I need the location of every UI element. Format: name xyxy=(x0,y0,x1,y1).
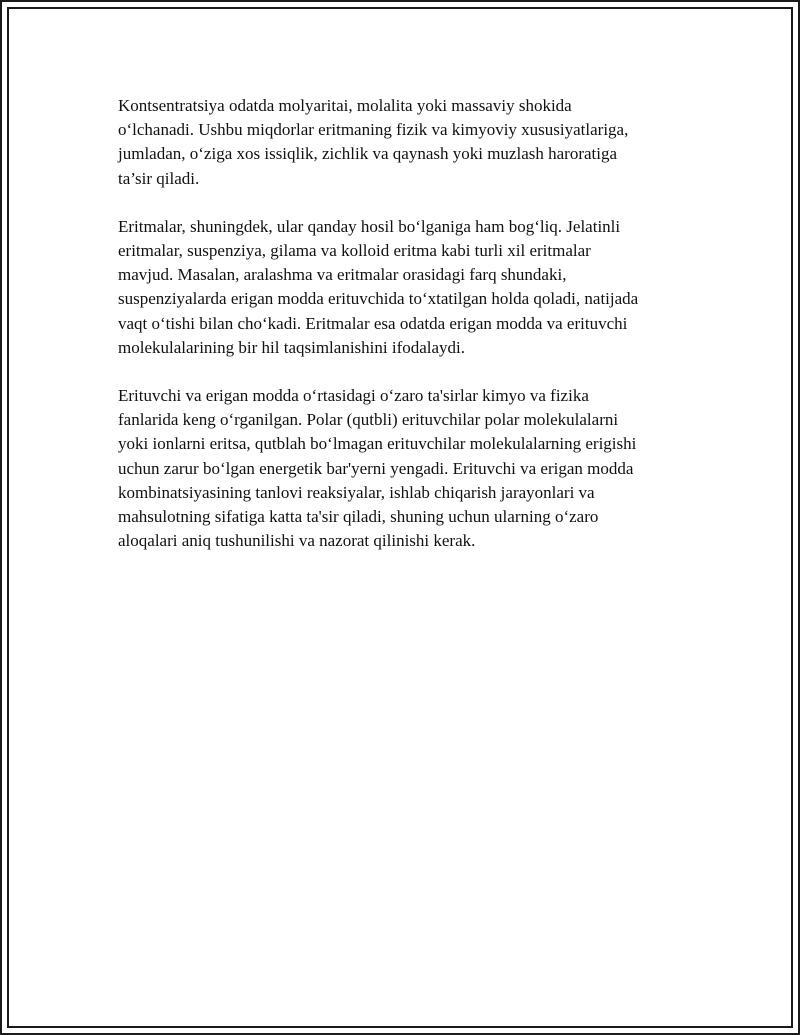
text-line: Erituvchi va erigan modda oʻrtasidagi oʻzaro ta'sirlar kimyo va fizika xyxy=(118,386,589,406)
text-line: Kontsentratsiya odatda molyaritai, molalita yoki massaviy shokida xyxy=(118,96,572,115)
text-line: uchun zarur boʻlgan energetik bar'yerni yengadi. Erituvchi va erigan modda xyxy=(118,458,634,478)
text-line: oʻlchanadi. Ushbu miqdorlar eritmaning fizik va kimyoviy xususiyatlariga, xyxy=(118,120,629,140)
paragraph-solvent-interactions xyxy=(118,384,688,553)
text-line: mahsulotning sifatiga katta ta'sir qiladi, shuning uchun ularning oʻzaro xyxy=(118,507,599,527)
paragraph-solutions xyxy=(118,215,688,360)
text-line: eritmalar, suspenziya, gilama va kolloid eritma kabi turli xil eritmalar xyxy=(118,241,591,261)
text-line: kombinatsiyasining tanlovi reaksiyalar, ishlab chiqarish jarayonlari va xyxy=(118,482,595,502)
text-line: ta’sir qiladi. xyxy=(118,168,200,188)
text-line: aloqalari aniq tushunilishi va nazorat qilinishi kerak. xyxy=(118,531,476,551)
text-line: vaqt oʻtishi bilan choʻkadi. Eritmalar esa odatda erigan modda va erituvchi xyxy=(118,313,628,333)
paragraph-concentration xyxy=(118,94,688,191)
text-line: Eritmalar, shuningdek, ular qanday hosil boʻlganiga ham bogʻliq. Jelatinli xyxy=(118,216,621,236)
text-line: jumladan, oʻziga xos issiqlik, zichlik va qaynash yoki muzlash haroratiga xyxy=(118,144,618,164)
text-line: mavjud. Masalan, aralashma va eritmalar orasidagi farq shundaki, xyxy=(118,265,567,285)
document-body xyxy=(118,94,688,577)
text-line: molekulalarining bir hil taqsimlanishini ifodalaydi. xyxy=(118,337,466,357)
text-line: suspenziyalarda erigan modda erituvchida toʻxtatilgan holda qoladi, natijada xyxy=(118,289,639,309)
text-line: fanlarida keng oʻrganilgan. Polar (qutbli) erituvchilar polar molekulalarni xyxy=(118,410,619,430)
text-line: yoki ionlarni eritsa, qutblah boʻlmagan erituvchilar molekulalarning erigishi xyxy=(118,434,637,454)
